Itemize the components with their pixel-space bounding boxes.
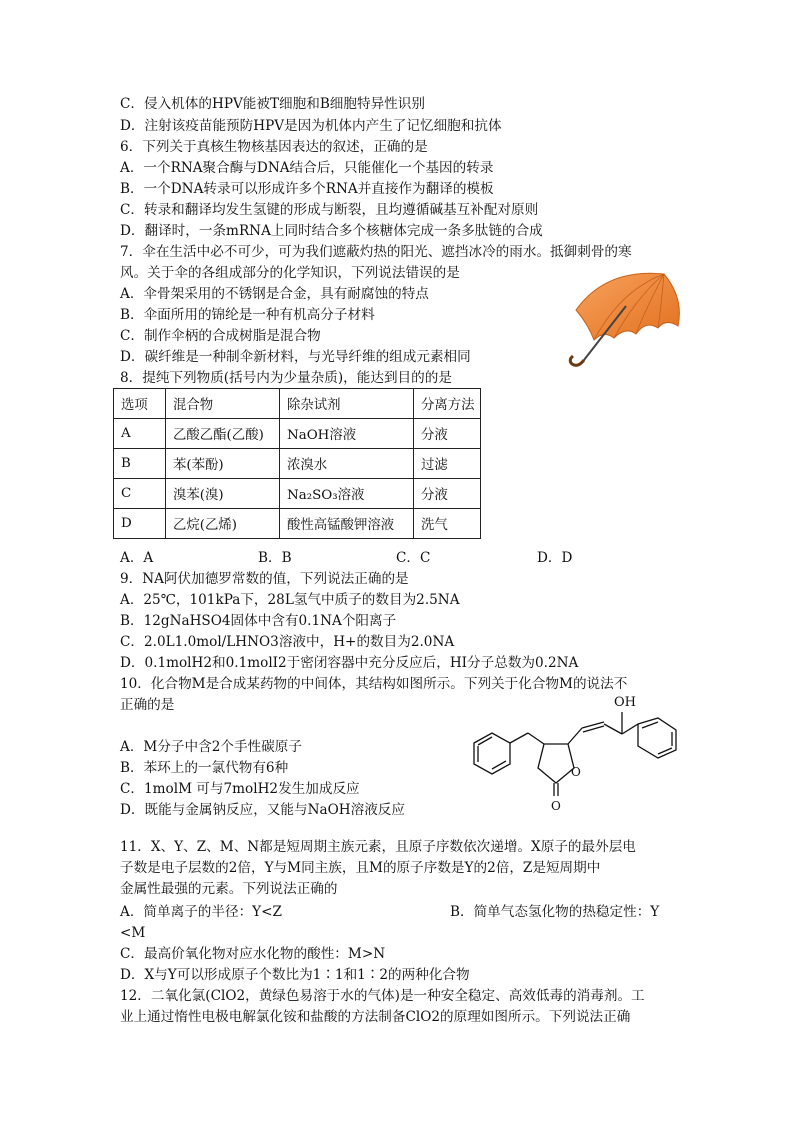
q10-stem-line1: 10．化合物M是合成某药物的中间体，其结构如图所示。下列关于化合物M的说法不 [120, 676, 628, 692]
q7-option-c: C．制作伞柄的合成树脂是混合物 [120, 328, 321, 344]
table-cell: 分液 [414, 479, 481, 509]
q6-option-c: C．转录和翻译均发生氢键的形成与断裂，且均遵循碱基互补配对原则 [120, 202, 539, 218]
q8-choice-d: D．D [537, 550, 573, 566]
table-cell: 酸性高锰酸钾溶液 [280, 509, 414, 539]
q12-stem-line1: 12．二氧化氯(ClO2，黄绿色易溶于水的气体)是一种安全稳定、高效低毒的消毒剂。工 [120, 988, 645, 1004]
table-header-cell: 选项 [114, 389, 166, 419]
table-cell: 过滤 [414, 449, 481, 479]
compound-m-structure [462, 688, 694, 818]
q11-stem-line2: 子数是电子层数的2倍，Y与M同主族，且M的原子序数是Y的2倍，Z是短周期中 [120, 860, 601, 876]
table-cell: 溴苯(溴) [166, 479, 280, 509]
table-cell: Na₂SO₃溶液 [280, 479, 414, 509]
q6-option-a: A．一个RNA聚合酶与DNA结合后，只能催化一个基因的转录 [120, 160, 494, 176]
q8-choice-b: B．B [258, 550, 292, 566]
q7-stem-line1: 7．伞在生活中必不可少，可为我们遮蔽灼热的阳光、遮挡冰冷的雨水。抵御刺骨的寒 [120, 244, 632, 260]
q11-stem-line1: 11．X、Y、Z、M、N都是短周期主族元素，且原子序数依次递增。X原子的最外层电 [120, 839, 636, 855]
table-cell: 乙酸乙酯(乙酸) [166, 419, 280, 449]
table-row [114, 479, 481, 509]
oh-label: OH [614, 695, 636, 710]
carbonyl-oxygen-label: O [551, 799, 561, 813]
q6-option-b: B．一个DNA转录可以形成许多个RNA并直接作为翻译的模板 [120, 181, 494, 197]
q10-option-d: D．既能与金属钠反应，又能与NaOH溶液反应 [120, 802, 405, 818]
q12-stem-line2: 业上通过惰性电极电解氯化铵和盐酸的方法制备ClO2的原理如图所示。下列说法正确 [120, 1009, 631, 1025]
q9-option-c: C．2.0L1.0mol/LHNO3溶液中，H+的数目为2.0NA [120, 634, 455, 650]
table-cell: 乙烷(乙烯) [166, 509, 280, 539]
q9-stem: 9．NA阿伏加德罗常数的值，下列说法正确的是 [120, 571, 409, 587]
q8-table [113, 388, 481, 539]
table-cell: 苯(苯酚) [166, 449, 280, 479]
table-cell: D [114, 509, 166, 539]
table-header-cell: 分离方法 [414, 389, 481, 419]
ring-oxygen-label: O [571, 765, 581, 779]
q6-stem: 6．下列关于真核生物核基因表达的叙述，正确的是 [120, 139, 428, 155]
table-cell: A [114, 419, 166, 449]
q11-option-d: D．X与Y可以形成原子个数比为1∶1和1∶2的两种化合物 [120, 967, 470, 983]
table-header-cell: 混合物 [166, 389, 280, 419]
q11-option-b-part1: B．简单气态氢化物的热稳定性：Y [450, 904, 660, 920]
q5-option-c: C．侵入机体的HPV能被T细胞和B细胞特异性识别 [120, 96, 425, 112]
q11-stem-line3: 金属性最强的元素。下列说法正确的 [120, 881, 338, 897]
table-cell: B [114, 449, 166, 479]
q9-option-d: D．0.1molH2和0.1molI2于密闭容器中充分反应后，HI分子总数为0.2NA [120, 655, 579, 671]
q8-choice-a: A．A [120, 550, 154, 566]
q10-option-a: A．M分子中含2个手性碳原子 [120, 739, 302, 755]
table-header-cell: 除杂试剂 [280, 389, 414, 419]
q10-option-c: C．1molM 可与7molH2发生加成反应 [120, 781, 360, 797]
q11-option-b-part2: <M [120, 925, 146, 941]
umbrella-image [566, 268, 686, 378]
q6-option-d: D．翻译时，一条mRNA上同时结合多个核糖体完成一条多肽链的合成 [120, 223, 543, 239]
q10-option-b: B．苯环上的一氯代物有6种 [120, 760, 289, 776]
q9-option-b: B．12gNaHSO4固体中含有0.1NA个阳离子 [120, 613, 397, 629]
q7-option-a: A．伞骨架采用的不锈钢是合金，具有耐腐蚀的特点 [120, 286, 429, 302]
table-row [114, 509, 481, 539]
q7-option-d: D．碳纤维是一种制伞新材料，与光导纤维的组成元素相同 [120, 349, 471, 365]
q7-option-b: B．伞面所用的锦纶是一种有机高分子材料 [120, 307, 375, 323]
q8-stem: 8．提纯下列物质(括号内为少量杂质)，能达到目的的是 [120, 370, 452, 386]
table-cell: C [114, 479, 166, 509]
q11-option-c: C．最高价氧化物对应水化物的酸性：M>N [120, 946, 386, 962]
table-header-row [114, 389, 481, 419]
q9-option-a: A．25℃，101kPa下，28L氢气中质子的数目为2.5NA [120, 592, 460, 608]
q11-option-a: A．简单离子的半径：Y<Z [120, 904, 282, 920]
table-cell: 分液 [414, 419, 481, 449]
q8-choice-c: C．C [396, 550, 431, 566]
table-cell: NaOH溶液 [280, 419, 414, 449]
table-row [114, 449, 481, 479]
table-cell: 浓溴水 [280, 449, 414, 479]
q5-option-d: D．注射该疫苗能预防HPV是因为机体内产生了记忆细胞和抗体 [120, 118, 502, 134]
q10-stem-line2: 正确的是 [120, 697, 175, 713]
table-cell: 洗气 [414, 509, 481, 539]
q7-stem-line2: 风。关于伞的各组成部分的化学知识，下列说法错误的是 [120, 265, 460, 281]
table-row [114, 419, 481, 449]
